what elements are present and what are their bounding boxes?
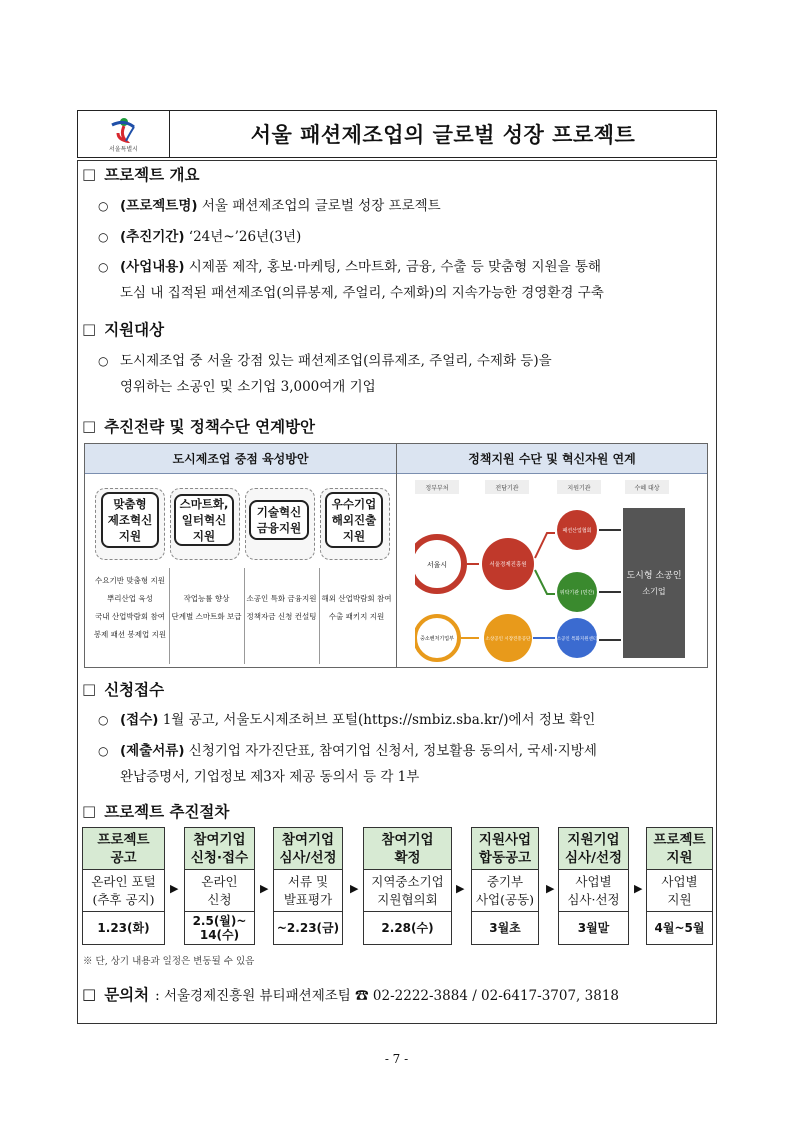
pillar-tech-finance <box>249 500 309 540</box>
schedule-note: ※ 단, 상기 내용과 일정은 변동될 수 있음 <box>83 956 255 967</box>
arrow-right-icon: ▶ <box>456 882 465 895</box>
section-title: 지원대상 <box>104 321 165 339</box>
step-date <box>83 912 164 944</box>
strategy-diagram <box>84 443 708 668</box>
step-title-line: 심사/선정 <box>564 849 623 866</box>
seoul-logo <box>78 111 170 157</box>
list-item <box>98 254 713 306</box>
checkbox-square-icon: □ <box>82 802 97 820</box>
step-method-line: 중기부 <box>486 873 524 889</box>
step-date <box>185 912 254 944</box>
policy-flow-graphic <box>415 478 705 664</box>
step-method-line: (추후 공지) <box>92 891 155 907</box>
flow-result-line1: 도시형 소공인 <box>626 571 682 581</box>
circle-bullet-icon: ○ <box>98 199 109 213</box>
procedure-step <box>471 827 539 945</box>
item-label: (제출서류) <box>120 743 185 759</box>
left-panel-title: 도시제조업 중점 육성방안 <box>85 444 396 474</box>
subitem: 해외 산업박람회 참여 <box>321 594 392 603</box>
procedure-step <box>82 827 165 945</box>
step-title <box>364 828 451 870</box>
pillar-line: 기술혁신 <box>256 505 302 519</box>
flow-seoul: 서울시 <box>426 561 448 569</box>
item-label: (접수) <box>120 712 159 728</box>
pillar-line: 해외진출 <box>331 513 377 527</box>
step-title-line: 신청·접수 <box>190 849 249 866</box>
circle-bullet-icon: ○ <box>98 744 109 758</box>
pillar-subitems <box>93 568 167 664</box>
item-text: 도시제조업 중 서울 강점 있는 패션제조업(의류제조, 주얼리, 수제화 등)을 <box>120 353 552 369</box>
item-text: 1월 공고, 서울도시제조허브 포털(https://smbiz.sba.kr/)에서 정보 확인 <box>158 712 596 728</box>
item-continuation: 완납증명서, 기업정보 제3자 제공 동의서 등 각 1부 <box>120 769 420 785</box>
circle-bullet-icon: ○ <box>98 354 109 368</box>
flow-col-label: 수혜 대상 <box>634 485 660 492</box>
pillar-subitems <box>169 568 243 664</box>
list-item <box>98 707 713 733</box>
pillar-line: 지원 <box>192 529 216 543</box>
procedure-step <box>363 827 452 945</box>
subitem: 작업능률 향상 <box>183 594 230 603</box>
list-item <box>98 738 713 790</box>
step-method-line: 서류 및 <box>287 873 329 889</box>
step-date-line: 2.28(수) <box>381 921 434 935</box>
step-date-line: 2.5(월)~ <box>192 914 247 928</box>
item-label: (사업내용) <box>120 259 185 275</box>
item-text: 시제품 제작, 홍보·마케팅, 스마트화, 금융, 수출 등 맞춤형 지원을 통해 <box>184 259 601 275</box>
step-method <box>274 870 342 912</box>
step-title <box>472 828 538 870</box>
pillar-line: 지원 <box>342 529 366 543</box>
item-continuation: 도심 내 집적된 패션제조업(의류봉제, 주얼리, 수제화)의 지속가능한 경영환경 구축 <box>120 285 604 301</box>
subitem: 뿌리산업 육성 <box>107 594 153 603</box>
contact-line <box>82 983 619 1005</box>
subitem: 수출 패키지 지원 <box>328 612 385 621</box>
pillar-line: 제조혁신 <box>107 513 153 527</box>
item-text: ‘24년~’26년(3년) <box>184 229 302 245</box>
step-title-line: 참여기업 <box>381 831 434 848</box>
spacer <box>245 572 318 590</box>
step-method <box>559 870 628 912</box>
circle-bullet-icon: ○ <box>98 230 109 244</box>
page-title: 서울 패션제조업의 글로벌 성장 프로젝트 <box>250 123 636 147</box>
pillar-line: 금융지원 <box>256 521 302 535</box>
step-method-line: 지원협의회 <box>377 891 438 907</box>
step-date <box>274 912 342 944</box>
list-item <box>98 224 713 250</box>
list-item <box>98 348 713 400</box>
divider <box>396 444 397 667</box>
section-strategy-heading <box>82 415 315 437</box>
section-title: 프로젝트 추진절차 <box>104 803 230 821</box>
subitem: 정책자금 신청 컨설팅 <box>246 612 317 621</box>
section-overview-heading <box>82 163 199 185</box>
step-method-line: 사업별 <box>661 873 698 889</box>
step-method <box>472 870 538 912</box>
step-method-line: 심사·선정 <box>567 891 620 907</box>
step-title <box>559 828 628 870</box>
procedure-step <box>273 827 343 945</box>
subitem: 봉제 패션 봉제업 지원 <box>93 630 167 639</box>
list-item <box>98 193 713 219</box>
checkbox-square-icon: □ <box>82 320 97 338</box>
pillar-subitems <box>319 568 393 664</box>
arrow-right-icon: ▶ <box>546 882 555 895</box>
step-method <box>364 870 451 912</box>
flow-sba: 서울경제진흥원 <box>489 562 527 568</box>
step-date-line: 1.23(화) <box>97 921 150 935</box>
step-title <box>83 828 164 870</box>
step-date-line: 3월초 <box>489 921 521 935</box>
pillar-global-expansion <box>325 492 383 548</box>
step-date-line: 3월말 <box>577 921 610 935</box>
section-title: 추진전략 및 정책수단 연계방안 <box>104 418 316 436</box>
subitem: 소공인 특화 금융지원 <box>246 594 317 603</box>
arrow-right-icon: ▶ <box>634 882 643 895</box>
item-label: (프로젝트명) <box>120 198 198 214</box>
step-title-line: 확정 <box>394 849 421 866</box>
spacer <box>170 572 243 590</box>
step-title <box>647 828 712 870</box>
step-method-line: 지역중소기업 <box>371 873 444 889</box>
step-title-line: 참여기업 <box>193 831 246 848</box>
step-method-line: 온라인 <box>201 873 238 889</box>
pillar-line: 맞춤형 <box>113 497 147 511</box>
arrow-right-icon: ▶ <box>350 882 359 895</box>
flow-center: 소공인 특화지원센터 <box>556 637 598 642</box>
step-date <box>647 912 712 944</box>
section-title: 프로젝트 개요 <box>104 166 200 184</box>
flow-col-label: 정부부처 <box>425 485 449 492</box>
step-method-line: 사업(공동) <box>475 891 535 907</box>
flow-semas: 소상공인 시장진흥공단 <box>485 637 531 642</box>
step-method <box>83 870 164 912</box>
step-title-line: 지원사업 <box>478 831 532 848</box>
step-title-line: 프로젝트 <box>97 831 150 848</box>
item-text: 신청기업 자가진단표, 참여기업 신청서, 정보활용 동의서, 국세·지방세 <box>184 743 597 759</box>
procedure-step <box>646 827 713 945</box>
pillar-line: 스마트화, <box>179 497 229 511</box>
step-method-line: 사업별 <box>575 873 612 889</box>
item-continuation: 영위하는 소공인 및 소기업 3,000여개 기업 <box>120 379 376 395</box>
logo-text: 서울특별시 <box>109 146 138 153</box>
step-title-line: 지원기업 <box>567 831 620 848</box>
item-label: (추진기간) <box>120 229 185 245</box>
step-date <box>364 912 451 944</box>
step-date-line: 14(수) <box>199 928 240 942</box>
checkbox-square-icon: □ <box>82 165 97 183</box>
pillar-line: 지원 <box>118 529 142 543</box>
arrow-right-icon: ▶ <box>260 882 269 895</box>
step-title-line: 참여기업 <box>281 831 335 848</box>
step-date <box>559 912 628 944</box>
step-date-line: 4월~5월 <box>654 921 705 935</box>
flow-result-line2: 소기업 <box>642 587 666 596</box>
pillar-line: 일터혁신 <box>181 513 227 527</box>
section-application-heading <box>82 678 164 700</box>
step-title <box>185 828 254 870</box>
document-header <box>77 110 717 158</box>
pillar-custom-manufacturing <box>101 492 159 548</box>
contact-label: 문의처 <box>104 986 150 1004</box>
step-date <box>472 912 538 944</box>
circle-bullet-icon: ○ <box>98 713 109 727</box>
pillar-smart-workplace <box>174 494 234 546</box>
subitem: 수요기반 맞춤형 지원 <box>95 576 165 585</box>
step-method <box>647 870 712 912</box>
pillar-subitems <box>244 568 318 664</box>
checkbox-square-icon: □ <box>82 680 97 698</box>
spacer <box>320 572 393 590</box>
contact-text: : 서울경제진흥원 뷰티패션제조팀 ☎ 02-2222-3884 / 02-6417-3707, 3818 <box>155 988 619 1004</box>
flow-col-label: 지원기관 <box>567 485 591 492</box>
step-method <box>185 870 254 912</box>
step-title-line: 공고 <box>110 849 137 866</box>
flow-mid-target: 위탁기관 (민간) <box>559 590 595 596</box>
procedure-step <box>184 827 255 945</box>
section-procedure-heading <box>82 800 229 822</box>
flow-top-target: 패션산업협회 <box>562 528 592 534</box>
pillar-line: 우수기업 <box>331 497 377 511</box>
checkbox-square-icon: □ <box>82 985 97 1003</box>
flow-gov: 중소벤처기업부 <box>420 636 454 642</box>
step-method-line: 발표평가 <box>283 891 333 907</box>
procedure-step <box>558 827 629 945</box>
seoul-logo-icon <box>104 115 144 143</box>
arrow-right-icon: ▶ <box>170 882 179 895</box>
step-title-line: 지원 <box>666 849 693 866</box>
section-target-heading <box>82 318 164 340</box>
right-panel-title: 정책지원 수단 및 혁신자원 연계 <box>397 444 707 474</box>
section-title: 신청접수 <box>104 681 165 699</box>
circle-bullet-icon: ○ <box>98 260 109 274</box>
step-title <box>274 828 342 870</box>
flow-col-label: 전담기관 <box>495 485 519 492</box>
step-title-line: 프로젝트 <box>653 831 706 848</box>
step-method-line: 지원 <box>667 891 692 907</box>
step-title-line: 심사/선정 <box>279 849 337 866</box>
step-method-line: 신청 <box>207 891 232 907</box>
subitem: 단계별 스마트화 보급 <box>171 612 242 621</box>
checkbox-square-icon: □ <box>82 417 97 435</box>
subitem: 국내 산업박람회 참여 <box>95 612 165 621</box>
item-text: 서울 패션제조업의 글로벌 성장 프로젝트 <box>197 198 441 214</box>
page-number: - 7 - <box>384 1052 409 1066</box>
step-date-line: ~2.23(금) <box>276 921 340 935</box>
step-title-line: 합동공고 <box>478 849 532 866</box>
step-method-line: 온라인 포털 <box>91 873 156 889</box>
